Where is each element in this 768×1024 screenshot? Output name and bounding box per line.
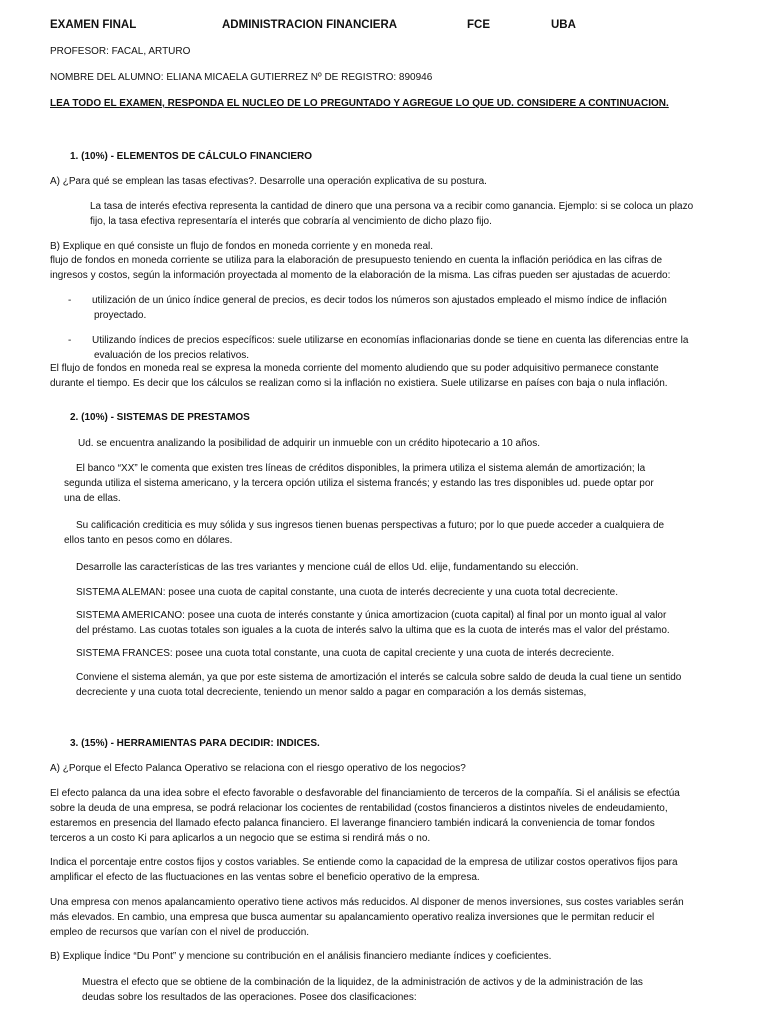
sistema-frances: SISTEMA FRANCES: posee una cuota total constante, una cuota de capital creciente y una cuota de interés decreciente. bbox=[76, 648, 615, 659]
para-line: terceros a un costo Ki para aplicarlos a un negocio que se estima si rendirá más o no. bbox=[50, 833, 431, 844]
section-3-para-2 bbox=[50, 855, 710, 885]
sistema-americano bbox=[76, 608, 726, 638]
section-1-bullet-1 bbox=[50, 293, 710, 323]
para-line: amplificar el efecto de las fluctuaciones en las ventas sobre el beneficio operativo de la empresa. bbox=[50, 872, 480, 883]
section-3-para-1 bbox=[50, 786, 710, 846]
bullet-line: evaluación de los precios relativos. bbox=[94, 350, 250, 361]
section-2-title: 2. (10%) - SISTEMAS DE PRESTAMOS bbox=[70, 412, 250, 423]
bullet-line: utilización de un único índice general de precios, es decir todos los números son ajustados empleado el mismo índice de inflación bbox=[92, 295, 667, 306]
section-1-question-b: B) Explique en qué consiste un flujo de fondos en moneda corriente y en moneda real. bbox=[50, 241, 434, 252]
answer-line: El flujo de fondos en moneda real se expresa la moneda corriente del momento aludiendo que su poder adquisitivo permanece constante bbox=[50, 363, 659, 374]
bullet-line: proyectado. bbox=[94, 310, 147, 321]
para-line: empleo de recursos que varían con el nivel de producción. bbox=[50, 927, 310, 938]
sistema-aleman: SISTEMA ALEMAN: posee una cuota de capital constante, una cuota de interés decreciente y una cuota total decreciente. bbox=[76, 587, 619, 598]
para-line: SISTEMA AMERICANO: posee una cuota de interés constante y única amortizacion (cuota capital) al final por un monto igual al valor bbox=[76, 610, 667, 621]
para-line: Muestra el efecto que se obtiene de la combinación de la liquidez, de la administración de activos y de la administración de las bbox=[82, 977, 643, 988]
student-line: NOMBRE DEL ALUMNO: ELIANA MICAELA GUTIERREZ Nº DE REGISTRO: 890946 bbox=[50, 72, 433, 83]
section-2-para-2 bbox=[50, 461, 710, 506]
para-line: Una empresa con menos apalancamiento operativo tiene activos más reducidos. Al disponer de menos inversiones, sus costes variables serán bbox=[50, 897, 684, 908]
university-label: UBA bbox=[551, 19, 576, 31]
para-line: El efecto palanca da una idea sobre el efecto favorable o desfavorable del financiamiento de terceros de la compañía. Si el análisis se efectúa bbox=[50, 788, 680, 799]
section-1-question-a: A) ¿Para qué se emplean las tasas efectivas?. Desarrolle una operación explicativa de su postura. bbox=[50, 176, 487, 187]
bullet-line: Utilizando índices de precios específicos: suele utilizarse en economías inflacionarias donde se tiene en cuenta las diferencias entre la bbox=[92, 335, 689, 346]
para-line: Indica el porcentaje entre costos fijos y costos variables. Se entiende como la capacidad de la empresa de utilizar costos operativos fijos para bbox=[50, 857, 678, 868]
section-3-title: 3. (15%) - HERRAMIENTAS PARA DECIDIR: INDICES. bbox=[70, 738, 320, 749]
section-2-para-1: Ud. se encuentra analizando la posibilidad de adquirir un inmueble con un crédito hipotecario a 10 años. bbox=[78, 438, 540, 449]
para-line: sobre la deuda de una empresa, se podrá relacionar los cocientes de rentabilidad (costos financieros a distintos niveles de endeudamiento, bbox=[50, 803, 668, 814]
dash-marker: - bbox=[68, 295, 72, 306]
section-1-bullet-2 bbox=[50, 333, 710, 363]
section-3-para-4 bbox=[50, 975, 710, 1005]
para-line: del préstamo. Las cuotas totales son iguales a la cuota de interés salvo la ultima que es la cuota de interés mas el valor del préstamo. bbox=[76, 625, 670, 636]
exam-label: EXAMEN FINAL bbox=[50, 19, 137, 31]
faculty-label: FCE bbox=[467, 19, 490, 31]
para-line: Su calificación crediticia es muy sólida y sus ingresos tienen buenas perspectivas a futuro; por lo que puede acceder a cualquiera de bbox=[76, 520, 665, 531]
para-line: El banco “XX” le comenta que existen tres líneas de créditos disponibles, la primera utiliza el sistema alemán de amortización; la bbox=[76, 463, 646, 474]
section-1-answer-c bbox=[50, 361, 710, 391]
para-line: ellos tanto en pesos como en dólares. bbox=[64, 535, 233, 546]
para-line: deudas sobre los resultados de las operaciones. Posee dos clasificaciones: bbox=[82, 992, 417, 1003]
answer-line: flujo de fondos en moneda corriente se utiliza para la elaboración de presupuesto teniendo en cuenta la inflación periódica en las cifras de bbox=[50, 255, 663, 266]
section-1-answer-a bbox=[50, 199, 710, 229]
para-line: más elevados. En cambio, una empresa que busca aumentar su apalancamiento operativo realiza inversiones que le permitan reducir el bbox=[50, 912, 655, 923]
section-3-question-a: A) ¿Porque el Efecto Palanca Operativo se relaciona con el riesgo operativo de los negocios? bbox=[50, 763, 466, 774]
answer-line: La tasa de interés efectiva representa la cantidad de dinero que una persona va a recibir como ganancia. Ejemplo: si se coloca un plazo bbox=[90, 201, 694, 212]
para-line: decreciente y una cuota total decreciente, teniendo un menor saldo a pagar en comparación a los demás sistemas, bbox=[76, 687, 587, 698]
section-2-para-4: Desarrolle las características de las tres variantes y mencione cuál de ellos Ud. elije, fundamentando su elección. bbox=[76, 562, 579, 573]
para-line: Conviene el sistema alemán, ya que por este sistema de amortización el interés se calcula sobre saldo de deuda la cual tiene un sentido bbox=[76, 672, 682, 683]
section-1-title: 1. (10%) - ELEMENTOS DE CÁLCULO FINANCIERO bbox=[70, 151, 313, 162]
section-2-conclusion bbox=[76, 670, 726, 700]
answer-line: ingresos y costos, según la información proyectada al momento de la elaboración de la misma. Las cifras pueden ser ajustadas de acuerdo: bbox=[50, 270, 671, 281]
para-line: una de ellas. bbox=[64, 493, 121, 504]
answer-line: fijo, la tasa efectiva representaría el interés que cobraría al vencimiento de dicho plazo fijo. bbox=[90, 216, 492, 227]
section-2-para-3 bbox=[50, 518, 710, 548]
section-3-para-3 bbox=[50, 895, 710, 940]
para-line: segunda utiliza el sistema americano, y la tercera opción utiliza el sistema francés; y estando las tres disponibles ud. puede optar por bbox=[64, 478, 654, 489]
subject-label: ADMINISTRACION FINANCIERA bbox=[222, 19, 398, 31]
dash-marker: - bbox=[68, 335, 72, 346]
instructions-line: LEA TODO EL EXAMEN, RESPONDA EL NUCLEO DE LO PREGUNTADO Y AGREGUE LO QUE UD. CONSIDERE A CONTINUACION. bbox=[50, 98, 669, 109]
answer-line: durante el tiempo. Es decir que los cálculos se realizan como si la inflación no existiera. Suele utilizarse en países con baja o nula inflación. bbox=[50, 378, 668, 389]
section-3-question-b: B) Explique Índice “Du Pont” y mencione su contribución en el análisis financiero mediante índices y coeficientes. bbox=[50, 951, 552, 962]
para-line: estaremos en presencia del llamado efecto palanca financiero. El laverange financiero también indicará la conveniencia de tomar fondos bbox=[50, 818, 655, 829]
section-1-answer-b bbox=[50, 253, 710, 283]
professor-line: PROFESOR: FACAL, ARTURO bbox=[50, 46, 191, 57]
